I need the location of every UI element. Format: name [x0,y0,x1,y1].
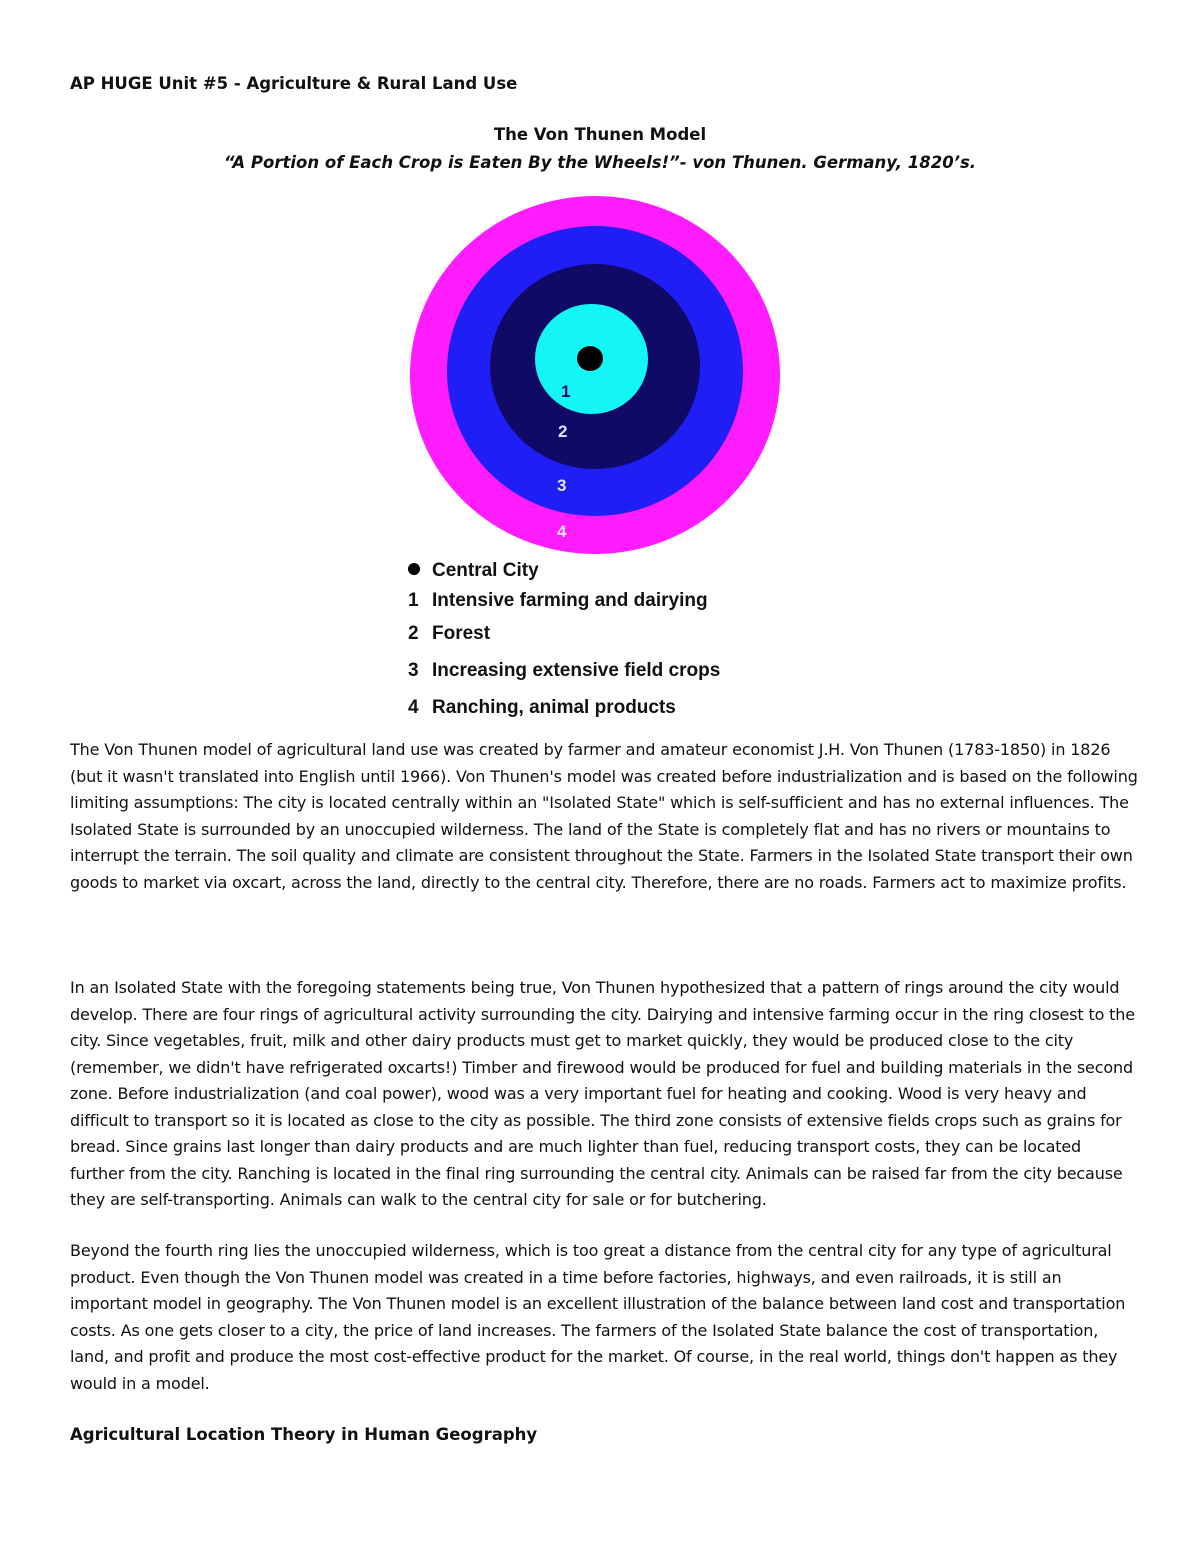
central-city-icon [408,563,420,575]
paragraph-rings: In an Isolated State with the foregoing statements being true, Von Thunen hypothesized that a pattern of rings around the city would develop. There are four rings of agricultural activity surrounding the city. Dairying and intensive farming occur in the ring closest to the city. Since vegetables, fruit, milk and other dairy products must get to market quickly, they would be produced close to the city (remember, we didn't have refrigerated oxcarts!) Timber and firewood would be produced for fuel and building materials in the second zone. Before industrialization (and coal power), wood was a very important fuel for heating and cooking. Wood is very heavy and difficult to transport so it is located as close to the city as possible. The third zone consists of extensive fields crops such as grains for bread. Since grains last longer than dairy products and are much lighter than fuel, reducing transport costs, they can be located further from the city. Ranching is located in the final ring surrounding the central city. Animals can be raised far from the city because they are self-transporting. Animals can walk to the central city for sale or for butchering. [70,978,1135,1209]
model-title: The Von Thunen Model [493,125,707,144]
ring-label-1: 1 [561,382,571,401]
section-heading: Agricultural Location Theory in Human Geography [70,1425,538,1444]
unit-title: AP HUGE Unit #5 - Agriculture & Rural Land Use [70,74,518,93]
paragraph-conclusion: Beyond the fourth ring lies the unoccupied wilderness, which is too great a distance from the central city for any type of agricultural product. Even though the Von Thunen model was created in a time before factories, highways, and even railroads, it is still an important model in geography. The Von Thunen model is an excellent illustration of the balance between land cost and transportation costs. As one gets closer to a city, the price of land increases. The farmers of the Isolated State balance the cost of transportation, land, and profit and produce the most cost-effective product for the market. Of course, in the real world, things don't happen as they would in a model. [70,1241,1126,1393]
legend-item-central-city: Central City [408,560,539,582]
paragraph-intro: The Von Thunen model of agricultural land use was created by farmer and amateur economist J.H. Von Thunen (1783-1850) in 1826 (but it wasn't translated into English until 1966). Von Thunen's model was created before industrialization and is based on the following limiting assumptions: The city is located centrally within an "Isolated State" which is self-sufficient and has no external influences. The Isolated State is surrounded by an unoccupied wilderness. The land of the State is completely flat and has no rivers or mountains to interrupt the terrain. The soil quality and climate are consistent throughout the State. Farmers in the Isolated State transport their own goods to market via oxcart, across the land, directly to the central city. Therefore, there are no roads. Farmers act to maximize profits. [70,740,1138,892]
model-quote: “A Portion of Each Crop is Eaten By the Wheels!”- von Thunen. Germany, 1820’s. [223,153,977,172]
ring-label-4: 4 [557,522,567,541]
ring-label-3: 3 [557,476,567,495]
legend-item-3: 3 Increasing extensive field crops [408,660,721,681]
ring-label-2: 2 [558,422,568,441]
legend-item-2: 2 Forest [408,623,491,644]
legend-item-1: 1 Intensive farming and dairying [408,590,708,611]
central-city-dot [577,346,603,371]
legend-item-4: 4 Ranching, animal products [408,697,676,718]
